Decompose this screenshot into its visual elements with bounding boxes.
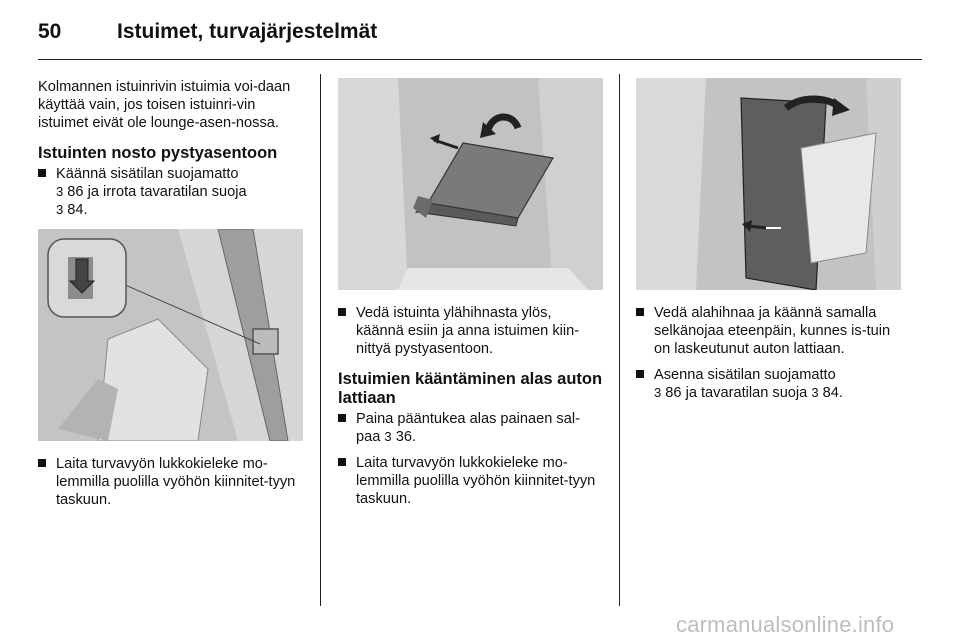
- bullet-square-icon: [338, 414, 346, 422]
- watermark: carmanualsonline.info: [676, 612, 895, 637]
- bullet-square-icon: [636, 370, 644, 378]
- page-header: [38, 20, 922, 60]
- list-item: [38, 165, 303, 219]
- page-ref-arrow-icon: 3: [654, 385, 662, 400]
- illustration-seatbelt-tongue: [38, 229, 303, 441]
- page-number: 50: [38, 20, 62, 43]
- bullet-square-icon: [338, 308, 346, 316]
- page-ref-arrow-icon: 3: [811, 385, 819, 400]
- page-ref-arrow-icon: 3: [56, 184, 64, 199]
- header-divider: [38, 59, 922, 60]
- list-item-text: Laita turvavyön lukkokieleke mo-lemmilla puolilla vyöhön kiinnitet-tyyn taskuun.: [356, 455, 596, 507]
- column-3: [636, 78, 901, 410]
- column-divider-1: [320, 74, 321, 606]
- raise-seat-illustration: [338, 78, 603, 290]
- list-item-text: Vedä alahihnaa ja käännä samalla selkänojaa eteenpäin, kunnes is-tuin on laskeutunut auton lattiaan.: [654, 305, 891, 357]
- bullet-square-icon: [636, 308, 644, 316]
- page-title: Istuimet, turvajärjestelmät: [117, 20, 378, 43]
- list-item: [338, 454, 603, 508]
- seatbelt-illustration: [38, 229, 303, 441]
- bullet-square-icon: [38, 459, 46, 467]
- page-ref-arrow-icon: 3: [56, 202, 64, 217]
- list-item-text: Asenna sisätilan suojamatto: [654, 367, 836, 383]
- column-divider-2: [619, 74, 620, 606]
- bullet-square-icon: [38, 169, 46, 177]
- list-item: [38, 455, 303, 509]
- list-item-text: ja tavaratilan suoja: [685, 385, 808, 401]
- page-ref-number[interactable]: 84.: [822, 385, 843, 401]
- list-item-text: Paina pääntukea alas painaen sal-paa: [356, 411, 580, 445]
- intro-paragraph: Kolmannen istuinrivin istuimia voi-daan käyttää vain, jos toisen istuinri-vin istuimet eivät ole lounge-asen-nossa.: [38, 79, 291, 131]
- fold-seat-illustration: [636, 78, 901, 290]
- list-item: [636, 366, 901, 402]
- page-ref-arrow-icon: 3: [384, 429, 392, 444]
- list-item: [636, 304, 901, 358]
- list-item-text: Käännä sisätilan suojamatto: [56, 166, 239, 182]
- section-heading-raise-seats: Istuinten nosto pystyasentoon: [38, 144, 278, 162]
- list-item: [338, 304, 603, 358]
- list-item: [338, 410, 603, 446]
- section-heading-fold-seats: Istuimien kääntäminen alas auton lattiaan: [338, 370, 603, 407]
- list-item-text: Vedä istuinta ylähihnasta ylös, käännä esiin ja anna istuimen kiin-nittyä pystyasentoon.: [356, 305, 580, 357]
- page-ref-number[interactable]: 86: [665, 385, 682, 401]
- illustration-fold-seat: [636, 78, 901, 290]
- column-1: [38, 78, 303, 517]
- column-2: [338, 78, 603, 516]
- list-item-text: ja irrota tavaratilan suoja: [87, 184, 247, 200]
- list-item-text: Laita turvavyön lukkokieleke mo-lemmilla puolilla vyöhön kiinnitet-tyyn taskuun.: [56, 456, 296, 508]
- page-ref-number[interactable]: 36.: [395, 429, 417, 445]
- illustration-raise-seat: [338, 78, 603, 290]
- page-ref-number[interactable]: 86: [67, 184, 84, 200]
- bullet-square-icon: [338, 458, 346, 466]
- page-ref-number[interactable]: 84.: [67, 202, 88, 218]
